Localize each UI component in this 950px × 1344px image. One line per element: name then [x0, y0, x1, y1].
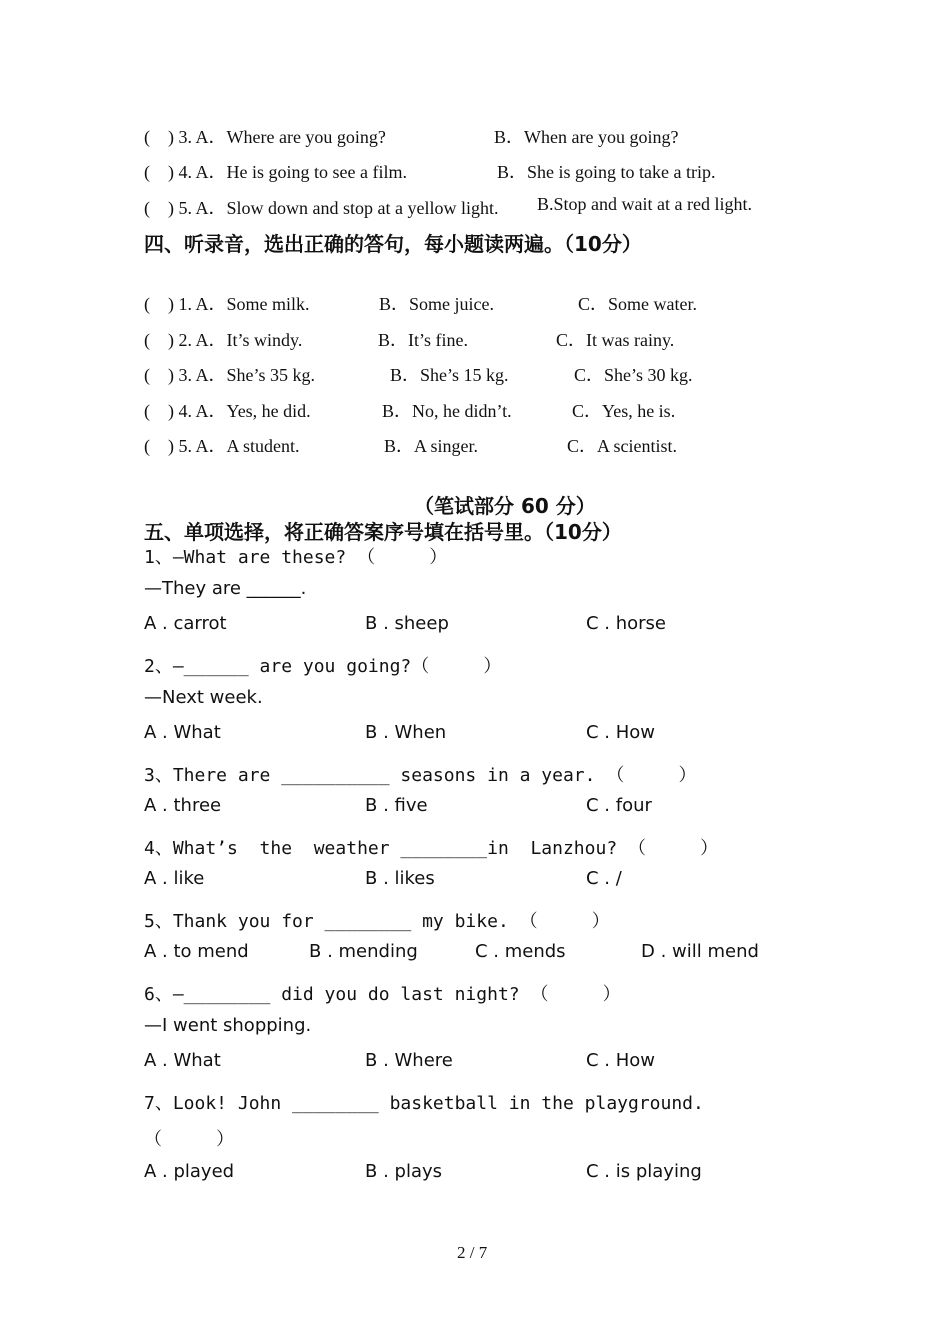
s5-q2-reply: —Next week.: [144, 687, 263, 708]
s5-q6-reply: —I went shopping.: [144, 1015, 312, 1036]
s5-q5-stem: 5、Thank you for ________ my bike. （ ）: [144, 911, 610, 932]
s5-q3-option-a: A . three: [144, 795, 222, 816]
listening-q5-option-b: B.Stop and wait at a red light.: [537, 194, 752, 214]
s5-q2-option-c: C . How: [586, 722, 656, 743]
s5-q4-option-a: A . like: [144, 868, 205, 889]
s4-q4-option-a: ( ) 4. A．Yes, he did.: [144, 401, 311, 421]
s4-q4-option-b: B．No, he didn’t.: [382, 401, 512, 421]
listening-q5-option-a: ( ) 5. A．Slow down and stop at a yellow light.: [144, 198, 499, 218]
s4-q5-option-b: B．A singer.: [384, 436, 479, 456]
s5-q6-option-b: B . Where: [365, 1050, 453, 1071]
s5-q3-option-b: B . five: [365, 795, 428, 816]
s5-q3-stem: 3、There are __________ seasons in a year. （ ）: [144, 765, 697, 786]
page-number: 2 / 7: [457, 1243, 488, 1262]
s4-q3-option-b: B．She’s 15 kg.: [390, 365, 509, 385]
s5-q2-option-b: B . When: [365, 722, 447, 743]
listening-q3-option-b: B．When are you going?: [494, 127, 679, 147]
s5-q7-answer-paren: （ ）: [144, 1129, 235, 1150]
s5-q2-option-a: A . What: [144, 722, 221, 743]
s5-q1-option-c: C . horse: [586, 613, 667, 634]
s5-q5-option-c: C . mends: [475, 941, 566, 962]
s4-q2-option-a: ( ) 2. A．It’s windy.: [144, 330, 303, 350]
s5-q6-option-c: C . How: [586, 1050, 656, 1071]
section-5-title: 五、单项选择，将正确答案序号填在括号里。（10分）: [144, 520, 622, 544]
s5-q4-stem: 4、What’s the weather ________in Lanzhou? （ ）: [144, 838, 719, 859]
s5-q1-option-b: B . sheep: [365, 613, 449, 634]
s5-q5-option-d: D . will mend: [641, 941, 759, 962]
s5-q1-stem: 1、—What are these? （ ）: [144, 547, 448, 568]
s4-q5-option-c: C．A scientist.: [567, 436, 678, 456]
section-4-title: 四、听录音，选出正确的答句，每小题读两遍。（10分）: [144, 232, 642, 256]
s5-q6-option-a: A . What: [144, 1050, 221, 1071]
s4-q3-option-a: ( ) 3. A．She’s 35 kg.: [144, 365, 315, 385]
s5-q7-option-a: A . played: [144, 1161, 235, 1182]
s5-q6-stem: 6、—________ did you do last night? （ ）: [144, 984, 621, 1005]
s4-q4-option-c: C．Yes, he is.: [572, 401, 676, 421]
s4-q2-option-c: C．It was rainy.: [556, 330, 675, 350]
s4-q1-option-a: ( ) 1. A．Some milk.: [144, 294, 310, 314]
s5-q3-option-c: C . four: [586, 795, 652, 816]
s5-q4-option-c: C . /: [586, 868, 622, 889]
written-part-heading: （笔试部分 60 分）: [414, 494, 596, 518]
listening-q3-option-a: ( ) 3. A．Where are you going?: [144, 127, 386, 147]
s4-q1-option-c: C．Some water.: [578, 294, 697, 314]
listening-q4-option-a: ( ) 4. A．He is going to see a film.: [144, 162, 407, 182]
listening-q4-option-b: B．She is going to take a trip.: [497, 162, 716, 182]
s4-q2-option-b: B．It’s fine.: [378, 330, 468, 350]
s5-q2-stem: 2、—______ are you going?（ ）: [144, 656, 502, 677]
s4-q5-option-a: ( ) 5. A．A student.: [144, 436, 300, 456]
s5-q4-option-b: B . likes: [365, 868, 435, 889]
s5-q5-option-a: A . to mend: [144, 941, 249, 962]
s4-q1-option-b: B．Some juice.: [379, 294, 494, 314]
s5-q7-stem: 7、Look! John ________ basketball in the playground.: [144, 1093, 704, 1114]
s5-q5-option-b: B . mending: [309, 941, 418, 962]
s5-q7-option-b: B . plays: [365, 1161, 443, 1182]
s5-q1-option-a: A . carrot: [144, 613, 227, 634]
s4-q3-option-c: C．She’s 30 kg.: [574, 365, 693, 385]
s5-q7-option-c: C . is playing: [586, 1161, 702, 1182]
s5-q1-reply: —They are ______.: [144, 578, 307, 599]
